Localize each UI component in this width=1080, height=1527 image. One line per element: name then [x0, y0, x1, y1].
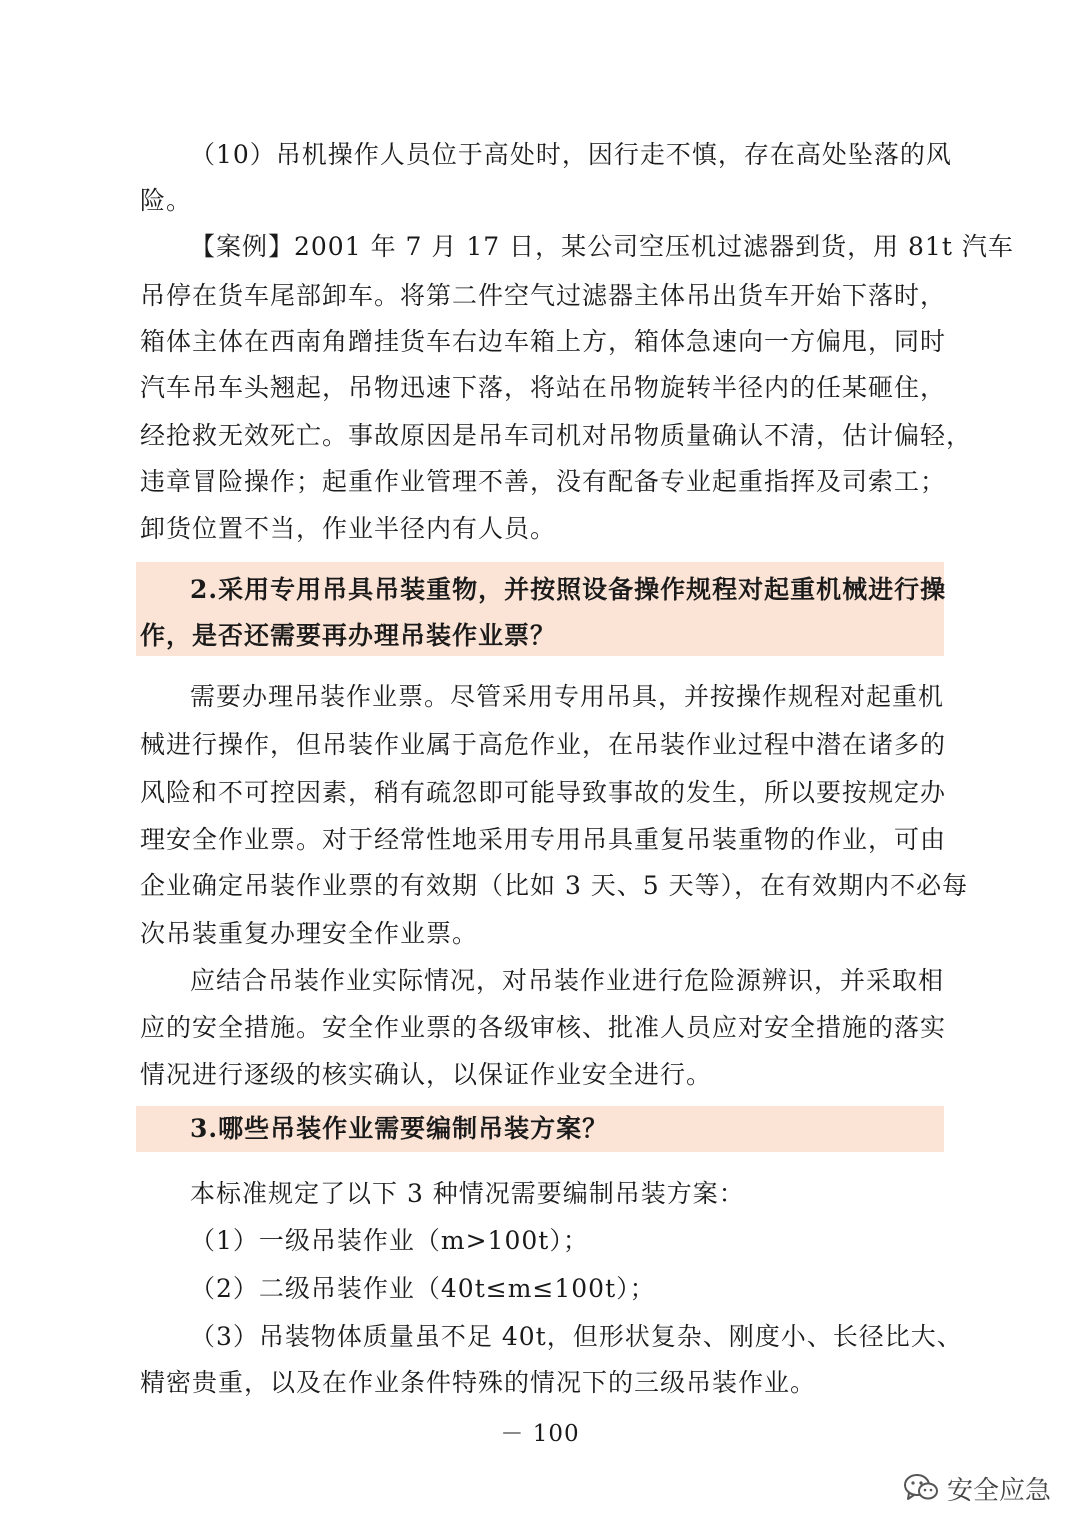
answer-line: 本标准规定了以下 3 种情况需要编制吊装方案： [190, 1179, 745, 1208]
list-item: （3）吊装物体质量虽不足 40t，但形状复杂、刚度小、长径比大、 [190, 1322, 963, 1351]
watermark-label: 安全应急 [947, 1475, 1052, 1506]
case-line: 吊停在货车尾部卸车。将第二件空气过滤器主体吊出货车开始下落时， [140, 281, 947, 310]
answer-line: 企业确定吊装作业票的有效期（比如 3 天、5 天等），在有效期内不必每 [140, 871, 969, 900]
list-item: （1）一级吊装作业（m>100t）； [190, 1226, 589, 1255]
case-line: 违章冒险操作；起重作业管理不善，没有配备专业起重指挥及司索工； [140, 467, 947, 496]
answer-line: 风险和不可控因素，稍有疏忽即可能导致事故的发生，所以要按规定办 [140, 778, 947, 807]
case-line: 【案例】2001 年 7 月 17 日，某公司空压机过滤器到货，用 81t 汽车 [190, 232, 1014, 261]
paragraph-line: 险。 [140, 186, 193, 215]
case-line: 经抢救无效死亡。事故原因是吊车司机对吊物质量确认不清，估计偏轻， [140, 421, 973, 450]
paragraph-line: （10）吊机操作人员位于高处时，因行走不慎，存在高处坠落的风 [190, 140, 952, 169]
answer-line: 应结合吊装作业实际情况，对吊装作业进行危险源辨识，并采取相 [190, 966, 945, 995]
page-number: － 100 [500, 1421, 580, 1447]
list-item: （2）二级吊装作业（40t≤m≤100t）； [190, 1274, 656, 1303]
answer-line: 理安全作业票。对于经常性地采用专用吊具重复吊装重物的作业，可由 [140, 825, 947, 854]
answer-line: 需要办理吊装作业票。尽管采用专用吊具，并按操作规程对起重机 [190, 682, 945, 711]
list-item-continuation: 精密贵重，以及在作业条件特殊的情况下的三级吊装作业。 [140, 1368, 817, 1397]
case-line: 卸货位置不当，作业半径内有人员。 [140, 514, 557, 543]
case-line: 汽车吊车头翘起，吊物迅速下落，将站在吊物旋转半径内的任某砸住， [140, 373, 947, 402]
question-3-heading: 3.哪些吊装作业需要编制吊装方案？ [190, 1114, 609, 1143]
question-2-heading: 2.采用专用吊具吊装重物，并按照设备操作规程对起重机械进行操 [190, 575, 947, 604]
answer-line: 情况进行逐级的核实确认，以保证作业安全进行。 [140, 1060, 713, 1089]
watermark [903, 1468, 1051, 1508]
answer-line: 次吊装重复办理安全作业票。 [140, 919, 479, 948]
answer-line: 应的安全措施。安全作业票的各级审核、批准人员应对安全措施的落实 [140, 1013, 947, 1042]
answer-line: 械进行操作，但吊装作业属于高危作业，在吊装作业过程中潜在诸多的 [140, 730, 947, 759]
wechat-icon [903, 1472, 939, 1504]
case-line: 箱体主体在西南角蹭挂货车右边车箱上方，箱体急速向一方偏甩，同时 [140, 327, 947, 356]
question-2-heading: 作，是否还需要再办理吊装作业票？ [140, 621, 557, 650]
